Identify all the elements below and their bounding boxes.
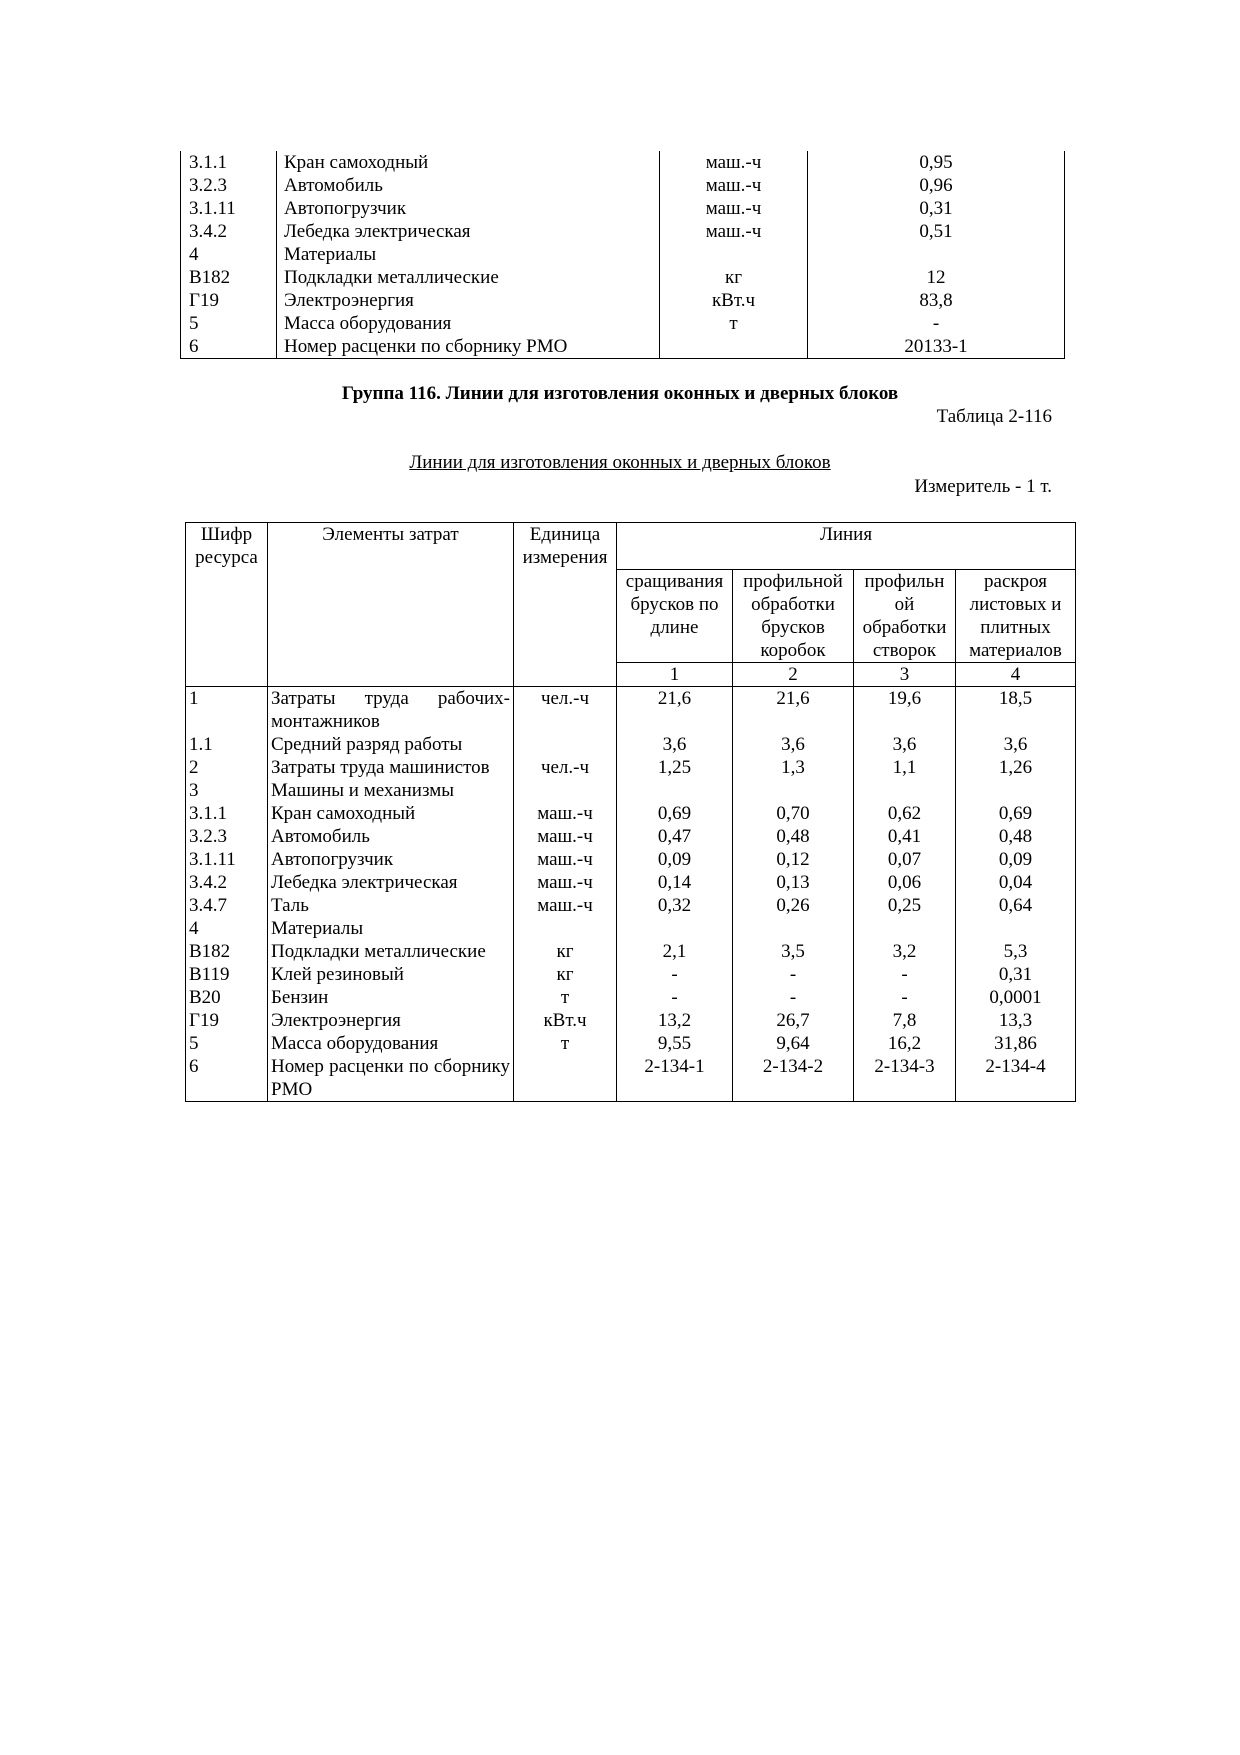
value-cell (617, 917, 733, 940)
unit-cell: маш.-ч (514, 894, 617, 917)
top-value-cell: - (808, 312, 1065, 335)
top-name-cell: Масса оборудования (277, 312, 660, 335)
table-row (186, 963, 1076, 986)
top-value-cell: 12 (808, 266, 1065, 289)
name-cell: Номер расценки по сборнику РМО (268, 1055, 514, 1102)
value-cell: 3,6 (956, 733, 1076, 756)
unit-cell: маш.-ч (514, 802, 617, 825)
top-name-cell: Кран самоходный (277, 151, 660, 174)
top-table-row (181, 289, 1065, 312)
value-cell: 0,13 (733, 871, 854, 894)
unit-cell: кг (514, 940, 617, 963)
value-cell (617, 779, 733, 802)
top-unit-cell: т (660, 312, 808, 335)
value-cell: - (854, 986, 956, 1009)
top-unit-cell (660, 243, 808, 266)
top-value-cell: 83,8 (808, 289, 1065, 312)
unit-cell: т (514, 1032, 617, 1055)
value-cell: - (733, 963, 854, 986)
top-code-cell: 4 (181, 243, 277, 266)
top-name-cell: Электроэнергия (277, 289, 660, 312)
header-line-group: Линия (617, 523, 1076, 570)
value-cell: 0,31 (956, 963, 1076, 986)
table-row (186, 871, 1076, 894)
header-col-num-4: 4 (956, 662, 1076, 686)
top-name-cell: Материалы (277, 243, 660, 266)
name-cell: Затраты труда рабочих-монтажников (268, 686, 514, 733)
value-cell: 0,32 (617, 894, 733, 917)
top-table-row (181, 151, 1065, 174)
value-cell (956, 917, 1076, 940)
value-cell: 0,09 (617, 848, 733, 871)
header-code-cont (186, 569, 268, 686)
value-cell (733, 779, 854, 802)
header-col-1: сращивания брусков по длине (617, 569, 733, 662)
header-col-4: раскроя листовых и плитных материалов (956, 569, 1076, 662)
value-cell: 0,12 (733, 848, 854, 871)
value-cell (854, 779, 956, 802)
code-cell: В20 (186, 986, 268, 1009)
value-cell: 0,64 (956, 894, 1076, 917)
group-title: Группа 116. Линии для изготовления оконных и дверных блоков (341, 383, 899, 404)
value-cell: 3,6 (733, 733, 854, 756)
value-cell: 19,6 (854, 686, 956, 733)
top-table-row (181, 243, 1065, 266)
value-cell: 0,48 (956, 825, 1076, 848)
value-cell: 3,6 (854, 733, 956, 756)
code-cell: 3.2.3 (186, 825, 268, 848)
value-cell: 0,06 (854, 871, 956, 894)
value-cell: 0,25 (854, 894, 956, 917)
unit-cell: кг (514, 963, 617, 986)
value-cell: 0,09 (956, 848, 1076, 871)
table-row (186, 733, 1076, 756)
value-cell: 5,3 (956, 940, 1076, 963)
name-cell: Таль (268, 894, 514, 917)
value-cell: 3,6 (617, 733, 733, 756)
value-cell: 0,14 (617, 871, 733, 894)
top-unit-cell: кг (660, 266, 808, 289)
code-cell: 5 (186, 1032, 268, 1055)
header-code-line2: ресурса (195, 547, 258, 568)
code-cell: 1 (186, 686, 268, 733)
value-cell: - (733, 986, 854, 1009)
value-cell: 13,2 (617, 1009, 733, 1032)
header-col-num-3: 3 (854, 662, 956, 686)
value-cell: 16,2 (854, 1032, 956, 1055)
code-cell: 3.4.7 (186, 894, 268, 917)
value-cell: - (854, 963, 956, 986)
code-cell: В119 (186, 963, 268, 986)
header-unit (514, 523, 617, 570)
value-cell: 9,55 (617, 1032, 733, 1055)
unit-cell (514, 733, 617, 756)
value-cell: 1,26 (956, 756, 1076, 779)
unit-cell: т (514, 986, 617, 1009)
table-label: Таблица 2-116 (936, 406, 1052, 427)
code-cell: 1.1 (186, 733, 268, 756)
top-code-cell: 6 (181, 335, 277, 359)
value-cell: 2,1 (617, 940, 733, 963)
code-cell: 3.4.2 (186, 871, 268, 894)
name-cell: Автопогрузчик (268, 848, 514, 871)
header-elements-cont (268, 569, 514, 686)
name-cell: Подкладки металлические (268, 940, 514, 963)
value-cell: 0,04 (956, 871, 1076, 894)
top-table-row (181, 174, 1065, 197)
table-row (186, 779, 1076, 802)
code-cell: 2 (186, 756, 268, 779)
value-cell: 1,1 (854, 756, 956, 779)
top-table-row (181, 312, 1065, 335)
value-cell: 21,6 (617, 686, 733, 733)
table-row (186, 686, 1076, 733)
name-cell: Машины и механизмы (268, 779, 514, 802)
top-unit-cell (660, 335, 808, 359)
unit-cell (514, 1055, 617, 1102)
name-cell: Электроэнергия (268, 1009, 514, 1032)
value-cell: 18,5 (956, 686, 1076, 733)
top-value-cell: 20133-1 (808, 335, 1065, 359)
value-cell: 13,3 (956, 1009, 1076, 1032)
value-cell: 26,7 (733, 1009, 854, 1032)
value-cell (733, 917, 854, 940)
value-cell: 9,64 (733, 1032, 854, 1055)
header-col-num-2: 2 (733, 662, 854, 686)
value-cell: 1,3 (733, 756, 854, 779)
top-name-cell: Автопогрузчик (277, 197, 660, 220)
table-row (186, 1055, 1076, 1102)
table-row (186, 802, 1076, 825)
unit-cell: чел.-ч (514, 686, 617, 733)
resource-cost-table (185, 522, 1076, 1102)
table-row (186, 1009, 1076, 1032)
table-row (186, 894, 1076, 917)
value-cell: 7,8 (854, 1009, 956, 1032)
value-cell: 0,26 (733, 894, 854, 917)
unit-cell (514, 917, 617, 940)
name-cell: Бензин (268, 986, 514, 1009)
code-cell: Г19 (186, 1009, 268, 1032)
unit-cell: чел.-ч (514, 756, 617, 779)
value-cell: 2-134-1 (617, 1055, 733, 1102)
unit-cell: маш.-ч (514, 871, 617, 894)
top-name-cell: Автомобиль (277, 174, 660, 197)
table-name-text: Линии для изготовления оконных и дверных блоков (409, 452, 831, 473)
top-unit-cell: маш.-ч (660, 151, 808, 174)
table-row (186, 940, 1076, 963)
top-value-cell (808, 243, 1065, 266)
top-code-cell: 3.1.11 (181, 197, 277, 220)
continued-resource-table (180, 151, 1065, 359)
name-cell: Клей резиновый (268, 963, 514, 986)
top-code-cell: 3.2.3 (181, 174, 277, 197)
value-cell: 1,25 (617, 756, 733, 779)
table-name (0, 452, 1240, 474)
value-cell: 31,86 (956, 1032, 1076, 1055)
unit-cell: маш.-ч (514, 825, 617, 848)
code-cell: 3.1.1 (186, 802, 268, 825)
code-cell: 4 (186, 917, 268, 940)
name-cell: Материалы (268, 917, 514, 940)
name-cell: Средний разряд работы (268, 733, 514, 756)
value-cell: 21,6 (733, 686, 854, 733)
table-row (186, 986, 1076, 1009)
unit-cell: кВт.ч (514, 1009, 617, 1032)
table-row (186, 756, 1076, 779)
value-cell: 0,69 (956, 802, 1076, 825)
value-cell: 0,48 (733, 825, 854, 848)
value-cell: 0,62 (854, 802, 956, 825)
value-cell: 0,41 (854, 825, 956, 848)
header-col-num-1: 1 (617, 662, 733, 686)
code-cell: 6 (186, 1055, 268, 1102)
header-unit-line1: Единица (529, 524, 601, 545)
top-value-cell: 0,95 (808, 151, 1065, 174)
value-cell: 2-134-2 (733, 1055, 854, 1102)
top-unit-cell: маш.-ч (660, 220, 808, 243)
top-name-cell: Лебедка электрическая (277, 220, 660, 243)
name-cell: Затраты труда машинистов (268, 756, 514, 779)
name-cell: Автомобиль (268, 825, 514, 848)
top-name-cell: Подкладки металлические (277, 266, 660, 289)
header-unit-line2: измерения (522, 547, 608, 568)
top-code-cell: В182 (181, 266, 277, 289)
code-cell: 3.1.11 (186, 848, 268, 871)
value-cell: 2-134-3 (854, 1055, 956, 1102)
top-name-cell: Номер расценки по сборнику РМО (277, 335, 660, 359)
value-cell: 0,70 (733, 802, 854, 825)
value-cell: 3,5 (733, 940, 854, 963)
header-col-3: профильн ой обработки створок (854, 569, 956, 662)
header-code (186, 523, 268, 570)
top-unit-cell: кВт.ч (660, 289, 808, 312)
value-cell: 0,69 (617, 802, 733, 825)
table-row (186, 848, 1076, 871)
top-table-row (181, 266, 1065, 289)
top-table-row (181, 197, 1065, 220)
top-value-cell: 0,51 (808, 220, 1065, 243)
table-row (186, 825, 1076, 848)
top-code-cell: Г19 (181, 289, 277, 312)
value-cell: 0,47 (617, 825, 733, 848)
value-cell: - (617, 986, 733, 1009)
header-unit-cont (514, 569, 617, 686)
value-cell: 0,0001 (956, 986, 1076, 1009)
unit-cell (514, 779, 617, 802)
top-code-cell: 5 (181, 312, 277, 335)
value-cell: 2-134-4 (956, 1055, 1076, 1102)
table-row (186, 917, 1076, 940)
value-cell: 3,2 (854, 940, 956, 963)
value-cell: 0,07 (854, 848, 956, 871)
table-row (186, 1032, 1076, 1055)
value-cell: - (617, 963, 733, 986)
top-unit-cell: маш.-ч (660, 197, 808, 220)
name-cell: Кран самоходный (268, 802, 514, 825)
unit-cell: маш.-ч (514, 848, 617, 871)
value-cell (854, 917, 956, 940)
top-code-cell: 3.1.1 (181, 151, 277, 174)
header-elements: Элементы затрат (268, 523, 514, 570)
code-cell: 3 (186, 779, 268, 802)
unit-label: Измеритель - 1 т. (914, 476, 1052, 497)
top-table-row (181, 335, 1065, 359)
top-table-row (181, 220, 1065, 243)
top-value-cell: 0,31 (808, 197, 1065, 220)
top-value-cell: 0,96 (808, 174, 1065, 197)
code-cell: В182 (186, 940, 268, 963)
top-code-cell: 3.4.2 (181, 220, 277, 243)
name-cell: Масса оборудования (268, 1032, 514, 1055)
header-code-line1: Шифр (200, 524, 253, 545)
name-cell: Лебедка электрическая (268, 871, 514, 894)
value-cell (956, 779, 1076, 802)
top-unit-cell: маш.-ч (660, 174, 808, 197)
header-col-2: профильной обработки брусков коробок (733, 569, 854, 662)
